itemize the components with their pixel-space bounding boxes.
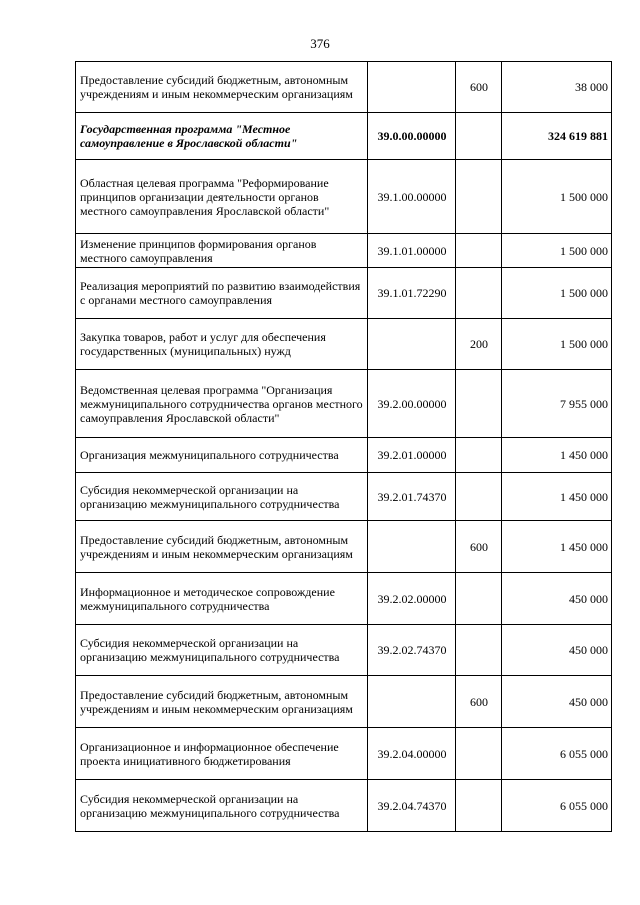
table-row <box>76 625 612 676</box>
table-row <box>76 160 612 234</box>
row-sum: 38 000 <box>502 62 612 113</box>
table-row <box>76 521 612 573</box>
row-expense-type: 600 <box>456 676 502 728</box>
row-code <box>368 676 456 728</box>
table-row <box>76 573 612 625</box>
row-code <box>368 62 456 113</box>
row-code <box>368 319 456 370</box>
row-expense-type <box>456 370 502 438</box>
row-name: Закупка товаров, работ и услуг для обеспечения государственных (муниципальных) нужд <box>76 319 368 370</box>
table-row <box>76 62 612 113</box>
row-code: 39.2.04.74370 <box>368 780 456 832</box>
table-row <box>76 473 612 521</box>
table-row <box>76 234 612 268</box>
row-expense-type <box>456 234 502 268</box>
row-code: 39.2.02.00000 <box>368 573 456 625</box>
row-sum: 7 955 000 <box>502 370 612 438</box>
row-sum: 6 055 000 <box>502 780 612 832</box>
row-name: Областная целевая программа "Реформирование принципов организации деятельности органов местного самоуправления Ярославской области" <box>76 160 368 234</box>
row-sum: 1 500 000 <box>502 160 612 234</box>
row-sum: 1 450 000 <box>502 473 612 521</box>
row-code: 39.2.01.00000 <box>368 438 456 473</box>
row-expense-type <box>456 473 502 521</box>
table-row <box>76 676 612 728</box>
row-sum: 450 000 <box>502 573 612 625</box>
row-name: Изменение принципов формирования органов местного самоуправления <box>76 234 368 268</box>
row-expense-type <box>456 160 502 234</box>
row-code: 39.0.00.00000 <box>368 113 456 160</box>
row-expense-type <box>456 728 502 780</box>
row-sum: 1 450 000 <box>502 438 612 473</box>
row-code: 39.2.04.00000 <box>368 728 456 780</box>
row-sum: 450 000 <box>502 676 612 728</box>
row-code: 39.1.01.72290 <box>368 268 456 319</box>
table-row <box>76 438 612 473</box>
row-name: Предоставление субсидий бюджетным, автономным учреждениям и иным некоммерческим организациям <box>76 62 368 113</box>
row-expense-type <box>456 268 502 319</box>
budget-table <box>75 61 612 832</box>
row-name: Предоставление субсидий бюджетным, автономным учреждениям и иным некоммерческим организациям <box>76 676 368 728</box>
row-expense-type <box>456 573 502 625</box>
row-code: 39.2.02.74370 <box>368 625 456 676</box>
row-name: Реализация мероприятий по развитию взаимодействия с органами местного самоуправления <box>76 268 368 319</box>
table-row <box>76 728 612 780</box>
table-row <box>76 780 612 832</box>
row-name: Субсидия некоммерческой организации на организацию межмуниципального сотрудничества <box>76 780 368 832</box>
row-expense-type: 600 <box>456 62 502 113</box>
row-name: Ведомственная целевая программа "Организация межмуниципального сотрудничества органов местного самоуправления Ярославской области" <box>76 370 368 438</box>
row-code: 39.2.01.74370 <box>368 473 456 521</box>
row-code <box>368 521 456 573</box>
row-sum: 1 450 000 <box>502 521 612 573</box>
row-sum: 6 055 000 <box>502 728 612 780</box>
row-sum: 1 500 000 <box>502 319 612 370</box>
row-expense-type <box>456 438 502 473</box>
row-code: 39.1.01.00000 <box>368 234 456 268</box>
row-name: Организация межмуниципального сотрудничества <box>76 438 368 473</box>
table-row <box>76 113 612 160</box>
row-expense-type <box>456 780 502 832</box>
row-sum: 1 500 000 <box>502 268 612 319</box>
row-name: Информационное и методическое сопровождение межмуниципального сотрудничества <box>76 573 368 625</box>
table-row <box>76 370 612 438</box>
row-code: 39.1.00.00000 <box>368 160 456 234</box>
row-expense-type: 600 <box>456 521 502 573</box>
row-expense-type <box>456 625 502 676</box>
row-name: Субсидия некоммерческой организации на организацию межмуниципального сотрудничества <box>76 625 368 676</box>
page-number: 376 <box>310 36 330 51</box>
row-sum: 1 500 000 <box>502 234 612 268</box>
row-expense-type: 200 <box>456 319 502 370</box>
row-name: Предоставление субсидий бюджетным, автономным учреждениям и иным некоммерческим организациям <box>76 521 368 573</box>
row-sum: 324 619 881 <box>502 113 612 160</box>
row-expense-type <box>456 113 502 160</box>
row-code: 39.2.00.00000 <box>368 370 456 438</box>
table-row <box>76 268 612 319</box>
table-row <box>76 319 612 370</box>
row-name: Государственная программа "Местное самоуправление в Ярославской области" <box>76 113 368 160</box>
row-name: Организационное и информационное обеспечение проекта инициативного бюджетирования <box>76 728 368 780</box>
row-sum: 450 000 <box>502 625 612 676</box>
row-name: Субсидия некоммерческой организации на организацию межмуниципального сотрудничества <box>76 473 368 521</box>
